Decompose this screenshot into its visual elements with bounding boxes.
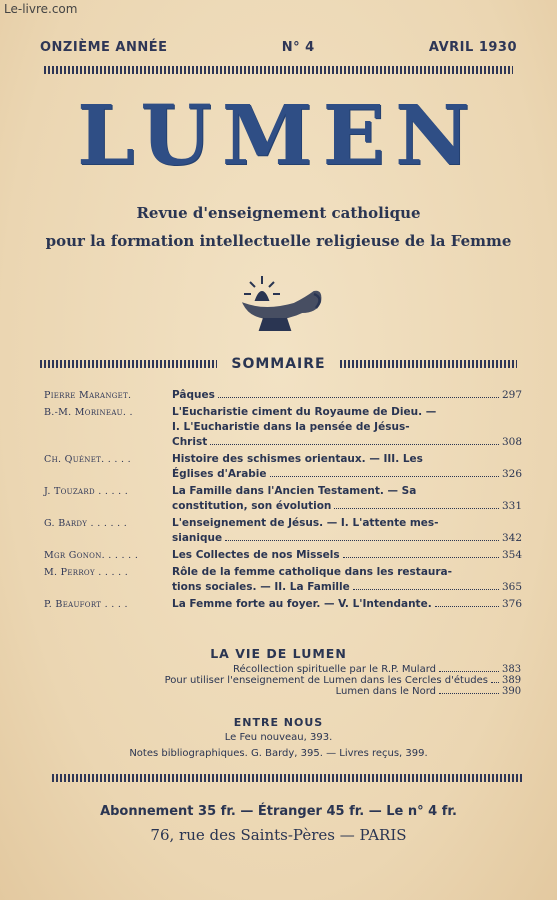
- toc-line: [172, 405, 520, 420]
- toc-author: Ch. Quénet. . . . .: [44, 454, 131, 465]
- toc-entry: [172, 565, 523, 595]
- vie-page-number: 389: [502, 675, 522, 686]
- toc-page-number: 342: [502, 532, 523, 544]
- toc-line: [172, 531, 523, 546]
- top-divider: [44, 66, 513, 74]
- toc-page-number: 326: [502, 468, 523, 480]
- vie-item: [62, 664, 520, 675]
- toc-line: [172, 597, 523, 612]
- leader-dots: [225, 540, 499, 541]
- entre-title: ENTRE NOUS: [233, 716, 324, 729]
- toc-page-number: 331: [502, 500, 523, 512]
- toc-author: B.-M. Morineau. .: [44, 407, 133, 418]
- toc-line-text: L'Eucharistie ciment du Royaume de Dieu. —: [172, 406, 437, 418]
- table-of-contents: [44, 388, 523, 614]
- toc-author: P. Beaufort . . . .: [44, 599, 128, 610]
- leader-dots: [270, 476, 499, 477]
- toc-line: [172, 388, 523, 403]
- toc-author: J. Touzard . . . . .: [44, 486, 129, 497]
- leader-dots: [439, 693, 499, 694]
- leader-dots: [491, 682, 499, 683]
- vie-item-text: Récollection spirituelle par le R.P. Mulard: [233, 664, 436, 675]
- vie-item: [62, 675, 520, 686]
- watermark: Le-livre.com: [4, 2, 78, 16]
- leader-dots: [334, 508, 499, 509]
- leader-dots: [218, 397, 499, 398]
- sommaire-bar-right: [340, 360, 517, 368]
- toc-line-text: Pâques: [172, 389, 215, 401]
- toc-line-text: sianique: [172, 532, 223, 544]
- vie-title: LA VIE DE LUMEN: [210, 646, 347, 661]
- toc-author: M. Perroy . . . . .: [44, 567, 129, 578]
- toc-line-text: La Femme forte au foyer. — V. L'Intendante.: [172, 598, 432, 610]
- toc-line-text: I. L'Eucharistie dans la pensée de Jésus-: [172, 421, 410, 433]
- toc-entry: [172, 405, 523, 450]
- toc-line-text: Rôle de la femme catholique dans les restaura-: [172, 566, 452, 578]
- toc-line-text: Christ: [172, 436, 208, 448]
- entre-line1: Le Feu nouveau, 393.: [224, 732, 333, 743]
- toc-row: [44, 452, 523, 482]
- toc-line: [172, 548, 523, 563]
- subtitle-line1: Revue d'enseignement catholique: [136, 204, 421, 222]
- toc-line-text: Histoire des schismes orientaux. — III. Les: [172, 453, 423, 465]
- vie-item-text: Pour utiliser l'enseignement de Lumen dans les Cercles d'études: [164, 675, 488, 686]
- toc-page-number: 297: [502, 389, 523, 401]
- publisher-address: 76, rue des Saints-Pères — PARIS: [150, 826, 407, 844]
- issue-line: [40, 40, 517, 55]
- toc-page-number: 354: [502, 549, 523, 561]
- sommaire-bar-left: [40, 360, 217, 368]
- toc-page-number: 365: [502, 581, 523, 593]
- vie-item: [62, 686, 520, 697]
- vie-list: [62, 664, 520, 697]
- issue-date: AVRIL 1930: [428, 40, 517, 55]
- toc-row: [44, 597, 523, 612]
- toc-line-text: L'enseignement de Jésus. — I. L'attente mes-: [172, 517, 439, 529]
- sommaire-header: [40, 356, 517, 372]
- toc-line: [172, 516, 520, 531]
- toc-line: [172, 420, 520, 435]
- toc-entry: [172, 516, 523, 546]
- leader-dots: [435, 606, 499, 607]
- toc-entry: [172, 388, 523, 403]
- toc-row: [44, 565, 523, 595]
- toc-row: [44, 484, 523, 514]
- subtitle-line2: pour la formation intellectuelle religieuse de la Femme: [45, 232, 512, 250]
- leader-dots: [343, 557, 499, 558]
- vie-page-number: 390: [502, 686, 522, 697]
- toc-row: [44, 388, 523, 403]
- issue-number: N° 4: [281, 40, 315, 55]
- leader-dots: [439, 671, 499, 672]
- toc-line-text: Les Collectes de nos Missels: [172, 549, 340, 561]
- vie-item-text: Lumen dans le Nord: [335, 686, 436, 697]
- toc-line: [172, 467, 523, 482]
- toc-entry: [172, 548, 523, 563]
- toc-line-text: Églises d'Arabie: [172, 468, 267, 480]
- toc-author: Mgr Gonon. . . . . .: [44, 550, 139, 561]
- leader-dots: [353, 589, 499, 590]
- sommaire-label: SOMMAIRE: [231, 356, 326, 372]
- toc-row: [44, 516, 523, 546]
- bottom-divider: [52, 774, 523, 782]
- toc-line: [172, 499, 523, 514]
- magazine-title: LUMEN: [77, 88, 480, 184]
- toc-page-number: 376: [502, 598, 523, 610]
- toc-author: Pierre Maranget.: [44, 390, 132, 401]
- oil-lamp-icon: [236, 272, 324, 336]
- toc-entry: [172, 597, 523, 612]
- toc-line-text: constitution, son évolution: [172, 500, 332, 512]
- toc-line-text: La Famille dans l'Ancien Testament. — Sa: [172, 485, 417, 497]
- issue-year: ONZIÈME ANNÉE: [40, 40, 168, 55]
- toc-page-number: 308: [502, 436, 523, 448]
- entre-line2: Notes bibliographiques. G. Bardy, 395. — Livres reçus, 399.: [129, 748, 428, 759]
- toc-line: [172, 435, 523, 450]
- toc-line-text: tions sociales. — II. La Famille: [172, 581, 350, 593]
- toc-entry: [172, 484, 523, 514]
- toc-line: [172, 580, 523, 595]
- vie-page-number: 383: [502, 664, 522, 675]
- toc-line: [172, 484, 520, 499]
- toc-row: [44, 548, 523, 563]
- subscription-line: Abonnement 35 fr. — Étranger 45 fr. — Le n° 4 fr.: [100, 804, 457, 819]
- toc-line: [172, 452, 520, 467]
- leader-dots: [210, 444, 499, 445]
- toc-entry: [172, 452, 523, 482]
- toc-row: [44, 405, 523, 450]
- toc-line: [172, 565, 520, 580]
- toc-author: G. Bardy . . . . . .: [44, 518, 128, 529]
